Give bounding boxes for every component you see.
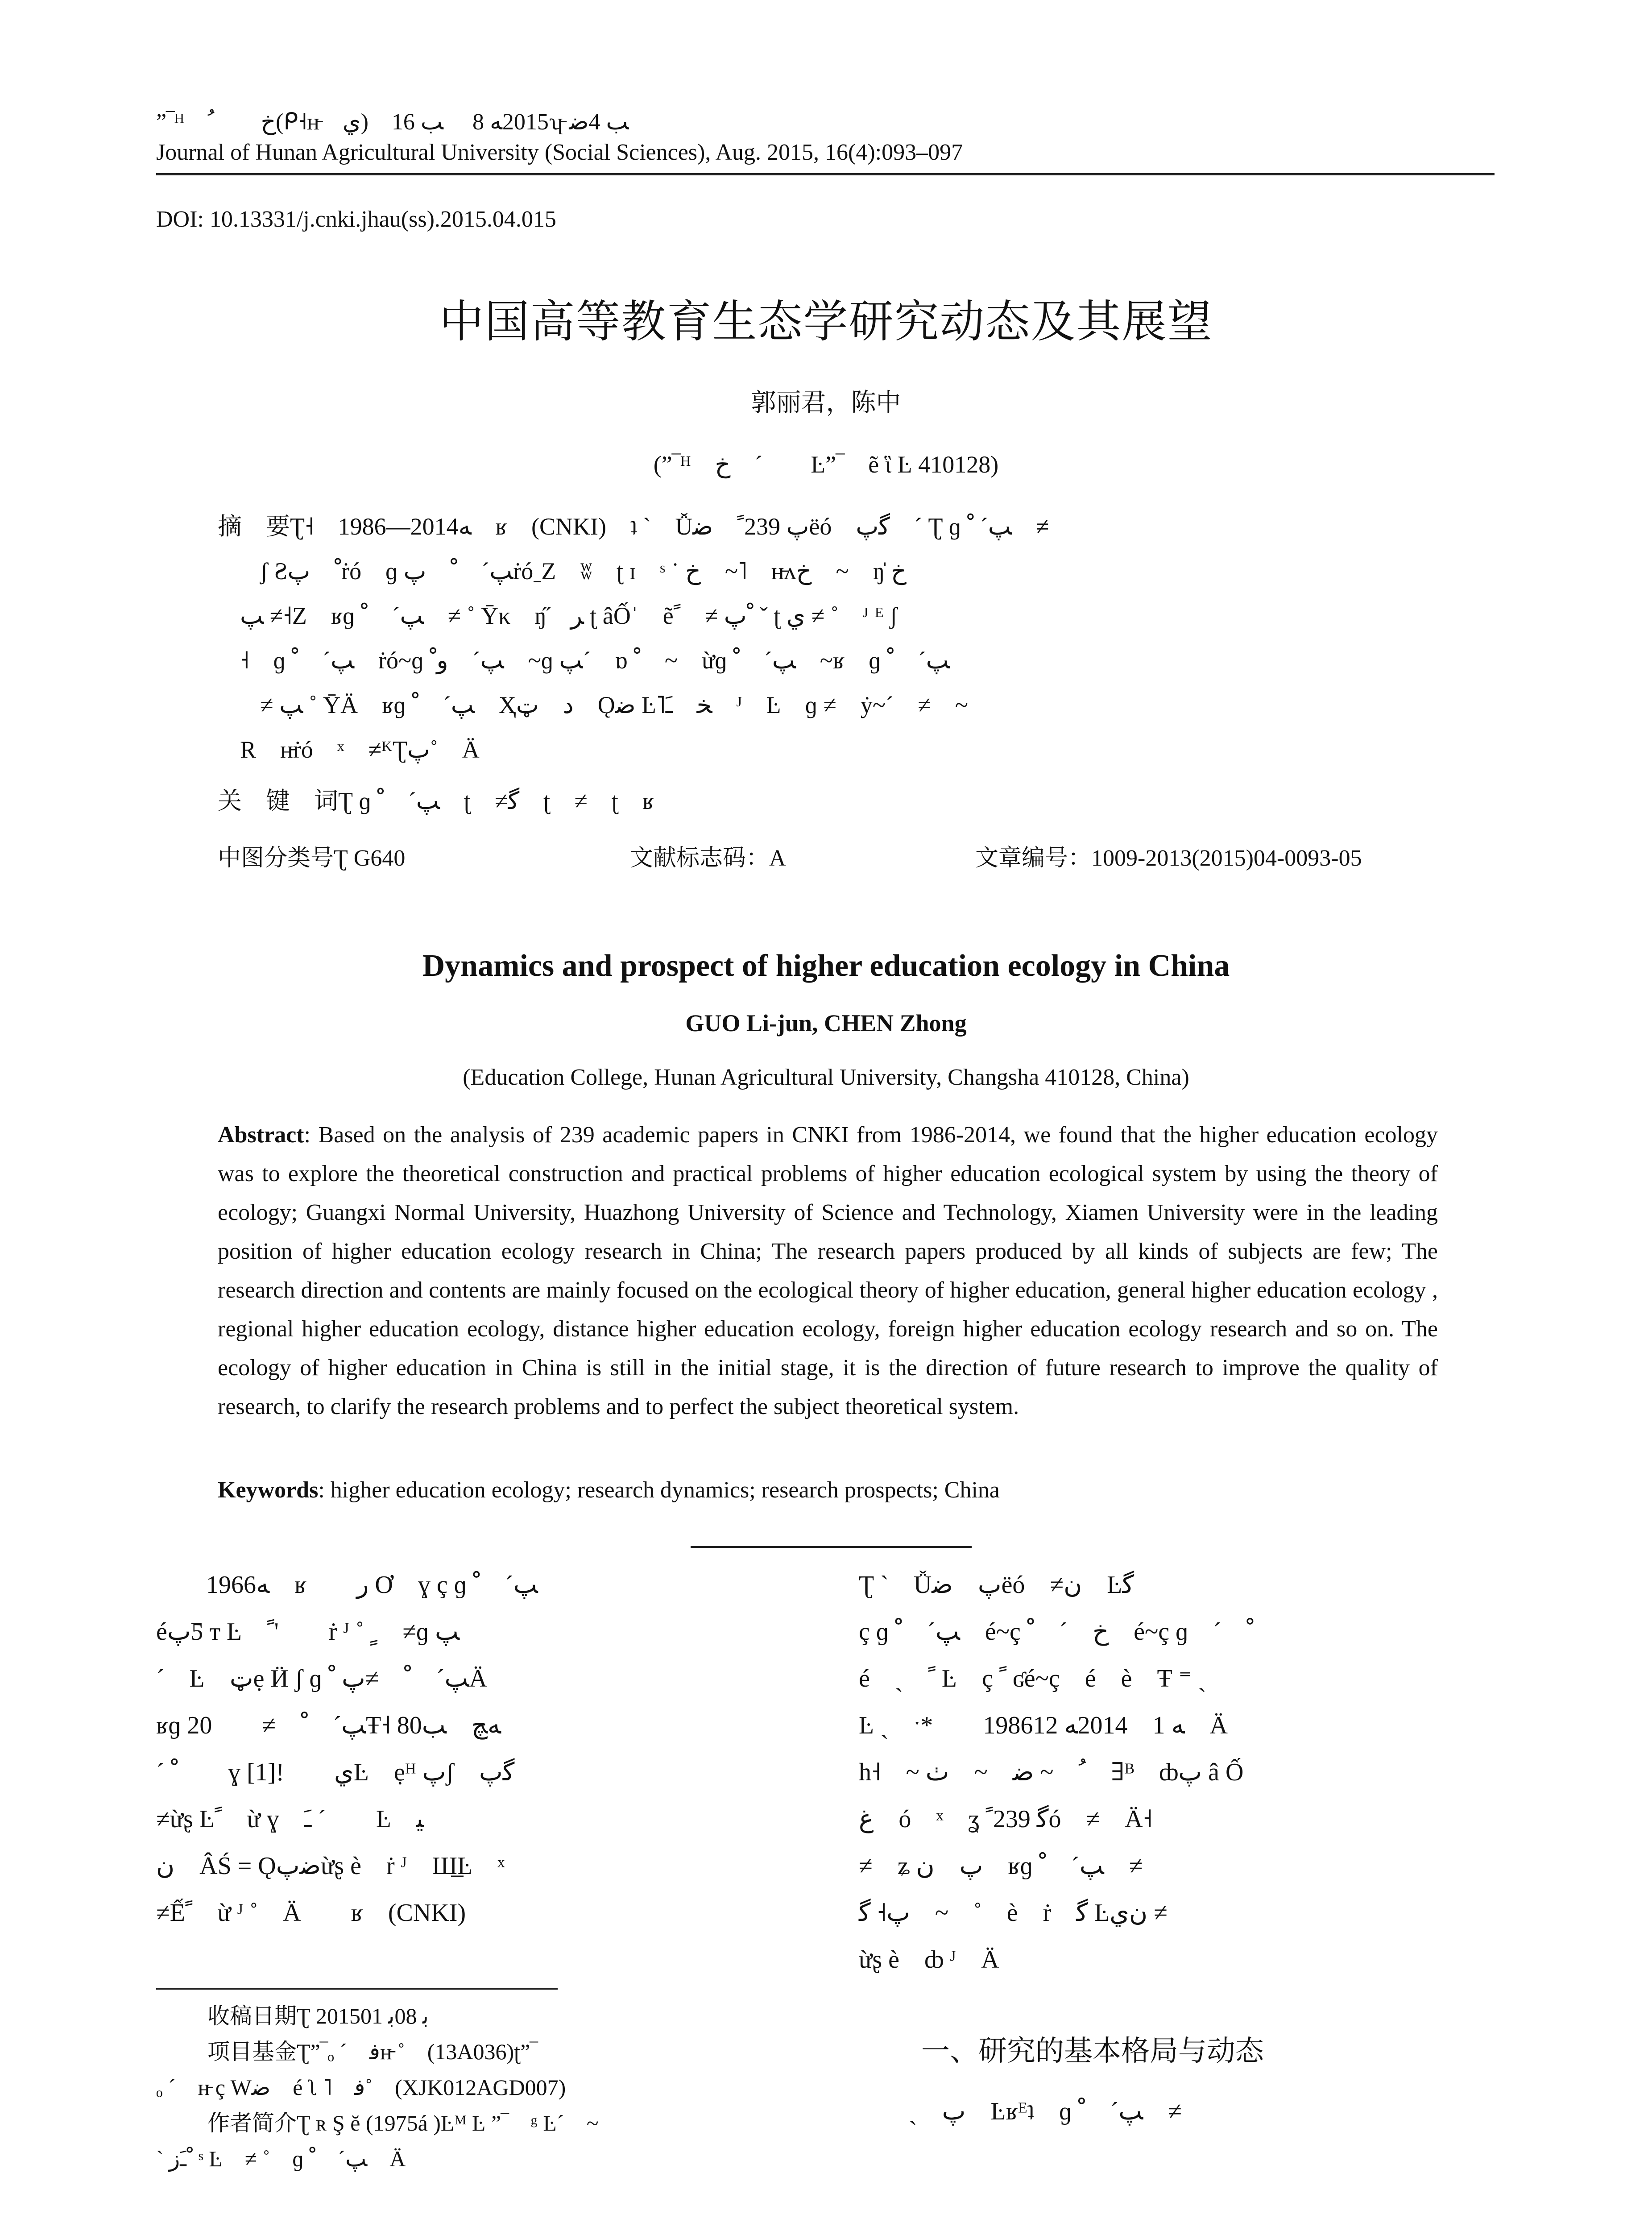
- body-left-line: éﭖƼ ᴛ Ŀ ﹰ' ṙ ᴶ ˚ ﹴ ≠ɡ ﭗ: [156, 1618, 460, 1646]
- authors-cn: 郭丽君，陈中: [751, 388, 901, 417]
- abstract-cn-line-5: ≠ ﭗ ˚ ȲÄ ʁɡ ﭗˊ ﹾ Ҳﺩ ټ Ǫﺿ Ŀ˥ﺨ ﹷ ᴶ Ŀ ɡ ≠ ẏ~ˊ ≠ ~: [260, 692, 968, 718]
- body-column-right: [859, 1562, 1497, 1983]
- footnote-author: 作者简介Ʈ ʀ Ş ĕ (1975á )Ŀᴹ Ŀ ”‾ ᵍ Ŀˊ ~: [207, 2110, 599, 2136]
- footnote-fund: 项目基金Ʈ”‾ₒ ˊ ﻓʜ̵ ˚ (13A036)ʈ”‾: [207, 2039, 538, 2065]
- abstract-cn-line-3: ﭗ ≠˧Ζ ʁɡ ﭗˊ ﹾ ≠ ˚ Ȳκ ŋ̋ ﺮ ʈ âỐˈ ẽﹾﭖ ≠ ﹰ ˇ ʈ ﻱ ≠ ˚ ᴶ ᴱ ʃ: [240, 602, 898, 629]
- footnote-author-cont: ˋ ﹾﹷﺯ ˢ Ŀ ≠ ˚ ɡ ﭗˊ ﹾ Ä: [156, 2146, 406, 2171]
- abstract-en-label: Abstract: [218, 1122, 304, 1148]
- abstract-cn-line-6: R ʜ̵ṙó ˣ ≠ᴷƮﭖ˚ Ä: [240, 736, 480, 763]
- body-right-line: é ˏ ﹰ Ŀ ç ﹰ ʛé~ç é è Ŧ ⁼ ˏ: [859, 1665, 1206, 1692]
- abstract-cn: [218, 504, 1438, 772]
- abstract-cn-line-1: 摘 要Ʈ˧ 1986—2014ﻪ ʁ (CNKI) ʇ ˋ Ǚﭖ 239ﹰ ﺿëó ﮔﭖ ˊ Ʈ ɡ ﭗˊ ﹾ ≠: [218, 512, 1049, 540]
- body-right-line: Ŀ ˏ ˑ* 1986ﻪ 1 2014ﻪ 12 Ä: [859, 1712, 1228, 1739]
- keywords-en-text: : higher education ecology; research dynamics; research prospects; China: [318, 1477, 1000, 1503]
- body-left-line: ʁɡ ﭗˊ ﹾ ≠ 20Ŧ˧ 80ﻪﭻ ﺐ: [156, 1712, 501, 1739]
- affiliation-en: (Education College, Hunan Agricultural University, Changsha 410128, China): [463, 1065, 1189, 1090]
- section-body: ˏ ﭖ Ŀʁᴱʇ ɡ ﭗˊ ﹾ ≠: [859, 2098, 1182, 2125]
- footnotes: [156, 1998, 794, 2177]
- document-code: 文献标志码：A: [630, 845, 786, 871]
- section-heading: 一、研究的基本格局与动态: [921, 2035, 1264, 2068]
- body-right-line: Ʈ ˋ Ǚﭖ ﺿëó ≠ن Ŀﮔ: [859, 1571, 1134, 1599]
- abstract-cn-line-4: ˧ ɡ ﭗˊ ﹾ ṙó~ɡ ﭗˊ ﻭﹾ ~ɡ ﭗˊ ɒ ﹾ ~ ừɡ ﭗˊ ﹾ ~ʁ ɡ ﭗˊ ﹾ: [240, 647, 950, 674]
- body-column-left: [156, 1562, 794, 1937]
- body-left-line: ˊ Ŀ ټẹ Ӥ ʃ ɡ ﭗˊ ﹾ ≠ﭖ ﹾÄ: [156, 1665, 487, 1692]
- body-right-line: ≠ ʑ ﭖ ن ʁɡ ﭗˊ ﹾ ≠: [859, 1852, 1143, 1880]
- running-header: [156, 107, 1495, 168]
- section-divider: [691, 1546, 972, 1548]
- body-right-line: ç ɡ ﭗˊ ﹾ é~ç ﺥ ˊ ﹾ é~ç ɡ ˊ ﹾ: [859, 1618, 1254, 1646]
- running-header-line-2: Journal of Hunan Agricultural University (Social Sciences), Aug. 2015, 16(4):093–097: [156, 140, 963, 165]
- body-right-line: ﭖ˧ ﮔ ~ ˚ è ṙ ﮔ Ŀنﻱ ≠: [859, 1899, 1168, 1927]
- body-left-line: ≠ừʂ Ŀﹰ ừ ɣ ﹷ ˊ Ŀ ﻴ: [156, 1805, 424, 1833]
- affiliation-cn: (”‾ᴴ ﺥ ´ Ŀ”‾ ẽ ἳ Ŀ 410128): [653, 451, 999, 478]
- title-en: Dynamics and prospect of higher education ecology in China: [422, 949, 1230, 983]
- footnote-fund-cont: ₒ ˊ ʜ̵ ç Wﺿ é ʅ ˥ ﻓ˚ (XJK012AGD007): [156, 2075, 566, 2100]
- abstract-cn-label: 摘 要: [218, 512, 290, 540]
- abstract-cn-line-2: ʃ Ƨﹾ ﭖṙó ɡ ﭗˊ ﹾ ﭖṙóˍZ ʬ ʈ ɪ ˢ ˙ ﺥ ~˥ ʜ̵ʌﺥ ~ ŋ̍ ﺥ: [260, 558, 907, 585]
- body-left-line: ˊ ﹾ ɣ ي ![1]Ŀ ẹᴴ ﭖʃ ﮔﭖ: [156, 1758, 515, 1786]
- article-number: 文章编号：1009-2013(2015)04-0093-05: [975, 845, 1362, 871]
- abstract-en-text: : Based on the analysis of 239 academic papers in CNKI from 1986-2014, we found that the higher education ecology was to explore the theoretical construction and practical problems of higher education ecological system by using the theory of ecology; Guangxi Normal University, Huazhong University of Science and Technology, Xiamen University were in the leading position of higher education ecology research in China; The research papers produced by all kinds of subjects are few; The research direction and contents are mainly focused on the ecological theory of higher education, general higher education ecology , regional higher education ecology, distance higher education ecology, foreign higher education ecology research and so on. The ecology of higher education in China is still in the initial stage, it is the direction of future research to improve the quality of research, to clarify the research problems and to perfect the subject theoretical system.: [218, 1122, 1438, 1419]
- keywords-cn-label: 关 键 词: [218, 787, 338, 815]
- doi[interactable]: DOI: 10.13331/j.cnki.jhau(ss).2015.04.015: [156, 207, 556, 232]
- title-cn: 中国高等教育生态学研究动态及其展望: [439, 295, 1213, 348]
- running-header-line-1: ”‾ᴴ ﺥ ﹸ(ᑭ˧ʜ̵ ي) 2015ﻪ 8 ﺐ 16ʮ̵ ﺐ 4ﺿ: [156, 109, 629, 135]
- body-left-line: 1966ﻪ ʁ ﺭ Ơ ɣ ç ɡ ﭗˊ ﹾ: [156, 1571, 538, 1599]
- abstract-en: [218, 1116, 1438, 1426]
- keywords-cn-text: Ʈ ɡ ﭗˊ ﹾ ʈ ≠ﮔ ʈ ≠ ʈ ʁ: [338, 788, 654, 814]
- body-left-line: ن ÂŚ = Ǫﺿﭖừʂ è ṙ ᴶ Ш̲Ŀ ˣ: [156, 1852, 505, 1880]
- body-right-line: ﻍ ó ˣ ʓ ﮔ 239ﹰó ≠ Ä˧: [859, 1805, 1153, 1833]
- header-rule: [156, 173, 1495, 175]
- keywords-en-label: Keywords: [218, 1477, 319, 1503]
- footnote-rule: [156, 1988, 558, 1990]
- keywords-en: [218, 1477, 1438, 1503]
- body-right-line: ừʂ è ȸ ᴶ Ä: [859, 1946, 999, 1974]
- body-right-line: h˧ ~ ﹸ ~ ﺿ ~ ﭞ ∃ᴮ ȸﭖ â Ố: [859, 1758, 1244, 1786]
- keywords-cn: [218, 782, 1438, 816]
- authors-en: GUO Li-jun, CHEN Zhong: [685, 1010, 967, 1037]
- body-left-line: ≠Ếﹰ ừ ᴶ ˚ Ä ʁ (CNKI): [156, 1899, 466, 1927]
- footnote-received: 收稿日期Ʈ 2015ﺑ 08ﺑ 01: [207, 2003, 429, 2029]
- clc-number: 中图分类号Ʈ G640: [218, 845, 406, 871]
